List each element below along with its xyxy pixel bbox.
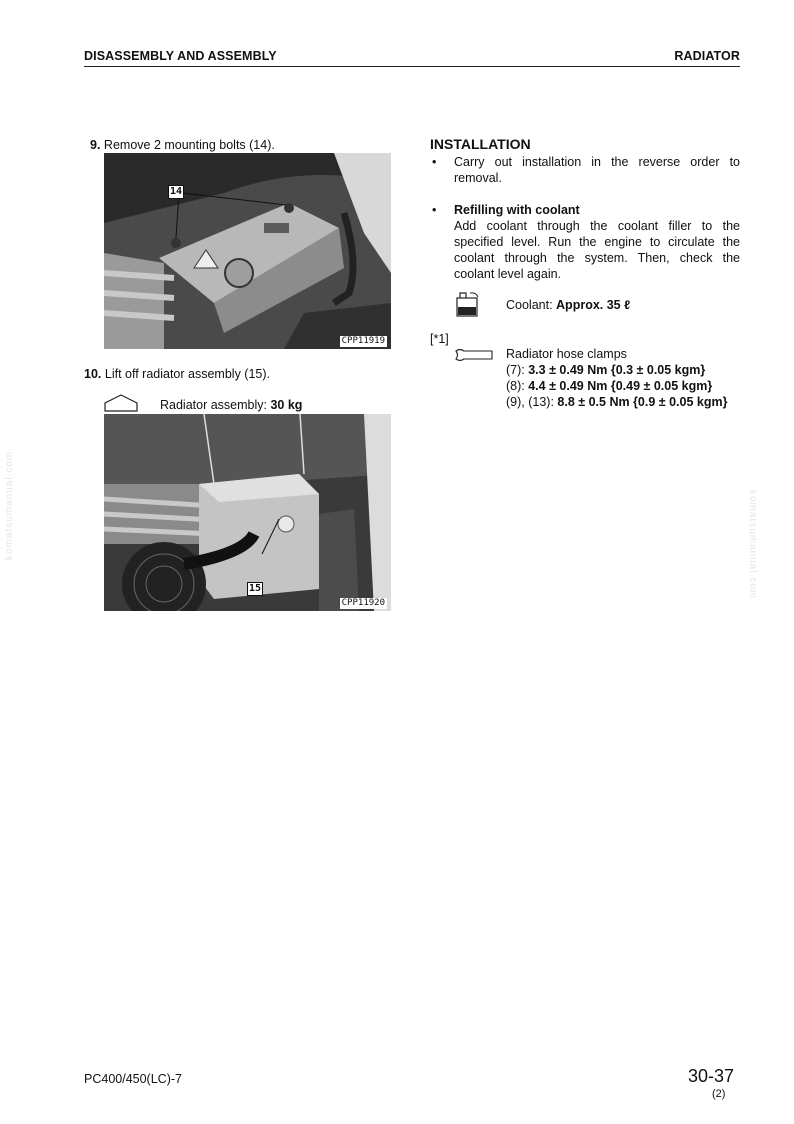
photo-code-cpp11919: CPP11919 xyxy=(341,336,385,346)
step-9-number: 9. xyxy=(90,138,101,152)
step-10-text: Lift off radiator assembly (15). xyxy=(104,367,270,381)
coolant-text xyxy=(506,298,630,312)
weight-value: 30 kg xyxy=(270,398,303,412)
coolant-label: Coolant: xyxy=(506,298,557,312)
section-title: DISASSEMBLY AND ASSEMBLY xyxy=(84,49,277,63)
watermark-right: komatsumanual.com xyxy=(747,490,758,600)
coolant-value: Approx. 35 ℓ xyxy=(556,298,631,312)
step-10-number: 10. xyxy=(84,367,102,381)
weight-text xyxy=(160,398,302,412)
bullet-2: • xyxy=(432,203,437,217)
clamp-lines xyxy=(506,346,727,410)
torque-line: (7): 3.3 ± 0.49 Nm {0.3 ± 0.05 kgm} xyxy=(506,363,706,377)
clamp-title: Radiator hose clamps xyxy=(506,347,627,361)
step-9 xyxy=(90,138,275,152)
weight-label: Radiator assembly: xyxy=(160,398,271,412)
photo-code-cpp11920: CPP11920 xyxy=(341,598,385,608)
callout-14: 14 xyxy=(170,186,183,197)
installation-title: INSTALLATION xyxy=(430,136,531,152)
watermark-left: komatsumanual.com xyxy=(4,450,15,560)
radiator-bolts-photo xyxy=(104,153,391,349)
wrench-icon xyxy=(454,348,494,362)
refilling-text: Add coolant through the coolant filler to the specified level. Run the engine to circulate the coolant through the system. Then, check the coolant level again. xyxy=(454,219,740,281)
photo-radiator-lift xyxy=(104,414,391,611)
coolant-icon xyxy=(454,290,482,318)
weight-icon xyxy=(104,394,138,412)
footer-model: PC400/450(LC)-7 xyxy=(84,1072,182,1086)
footer-page-number: 30-37 xyxy=(688,1066,735,1086)
photo-mounting-bolts xyxy=(104,153,391,349)
footer-revision: (2) xyxy=(712,1088,726,1100)
page-header xyxy=(84,48,740,67)
torque-line: (9), (13): 8.8 ± 0.5 Nm {0.9 ± 0.05 kgm} xyxy=(506,395,728,409)
topic-title: RADIATOR xyxy=(674,49,740,63)
refilling-title: Refilling with coolant xyxy=(454,203,580,217)
callout-15: 15 xyxy=(249,583,262,594)
coolant-note xyxy=(454,290,744,316)
bullet-1: • xyxy=(432,155,437,169)
installation-item-1-text: Carry out installation in the reverse order to removal. xyxy=(454,155,740,185)
reference-mark: [*1] xyxy=(430,332,449,346)
step-10 xyxy=(84,367,270,381)
weight-note xyxy=(104,394,394,414)
step-9-text: Remove 2 mounting bolts (14). xyxy=(103,138,275,152)
torque-line: (8): 4.4 ± 0.49 Nm {0.49 ± 0.05 kgm} xyxy=(506,379,713,393)
